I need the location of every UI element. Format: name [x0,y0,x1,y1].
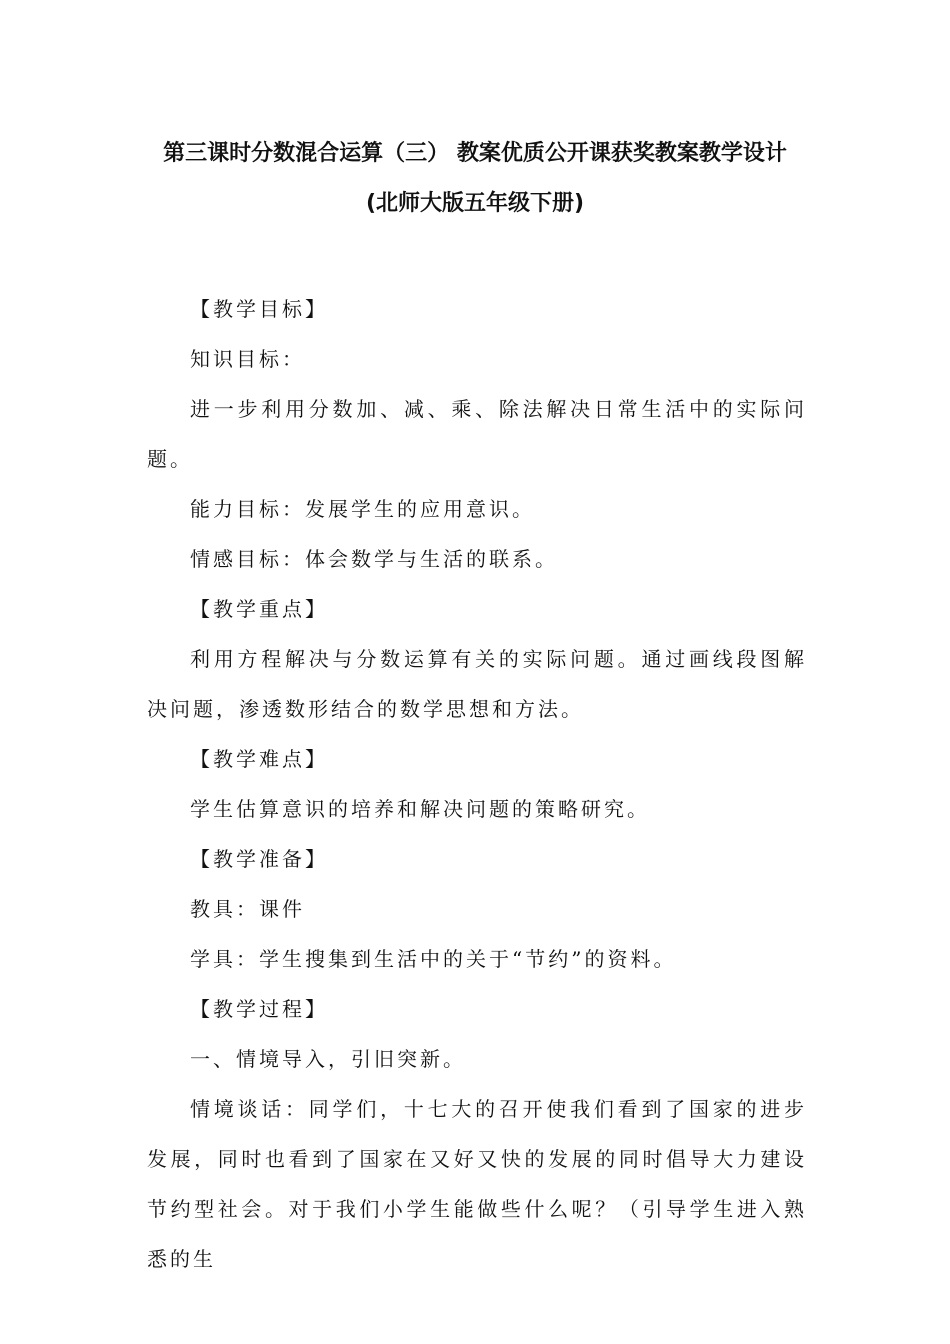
section-heading-process: 【教学过程】 [190,997,328,1021]
paragraph-knowledge-objective-label: 知识目标： [190,347,305,371]
document-subtitle: (北师大版五年级下册) [365,191,585,216]
paragraph-step-one: 一、情境导入，引旧突新。 [190,1047,466,1071]
paragraph-learning-aids: 学具：学生搜集到生活中的关于“节约”的资料。 [190,947,677,971]
paragraph-knowledge-objective: 进一步利用分数加、减、乘、除法解决日常生活中的实际问题。 [147,397,807,471]
section-heading-key-points: 【教学重点】 [190,597,328,621]
section-heading-objectives: 【教学目标】 [190,297,328,321]
paragraph-emotion-objective: 情感目标：体会数学与生活的联系。 [190,547,558,571]
section-heading-difficulties: 【教学难点】 [190,747,328,771]
paragraph-teaching-aids: 教具：课件 [190,897,305,921]
document-body [147,284,807,1284]
paragraph-ability-objective: 能力目标：发展学生的应用意识。 [190,497,535,521]
paragraph-difficulties: 学生估算意识的培养和解决问题的策略研究。 [190,797,650,821]
paragraph-situation-dialogue: 情境谈话：同学们，十七大的召开使我们看到了国家的进步发展，同时也看到了国家在又好又快的发展的同时倡导大力建设节约型社会。对于我们小学生能做些什么呢？（引导学生进入熟悉的生 [147,1097,807,1271]
section-heading-preparation: 【教学准备】 [190,847,328,871]
paragraph-key-points: 利用方程解决与分数运算有关的实际问题。通过画线段图解决问题，渗透数形结合的数学思想和方法。 [147,647,807,721]
document-title: 第三课时分数混合运算（三） 教案优质公开课获奖教案教学设计 [163,141,787,166]
